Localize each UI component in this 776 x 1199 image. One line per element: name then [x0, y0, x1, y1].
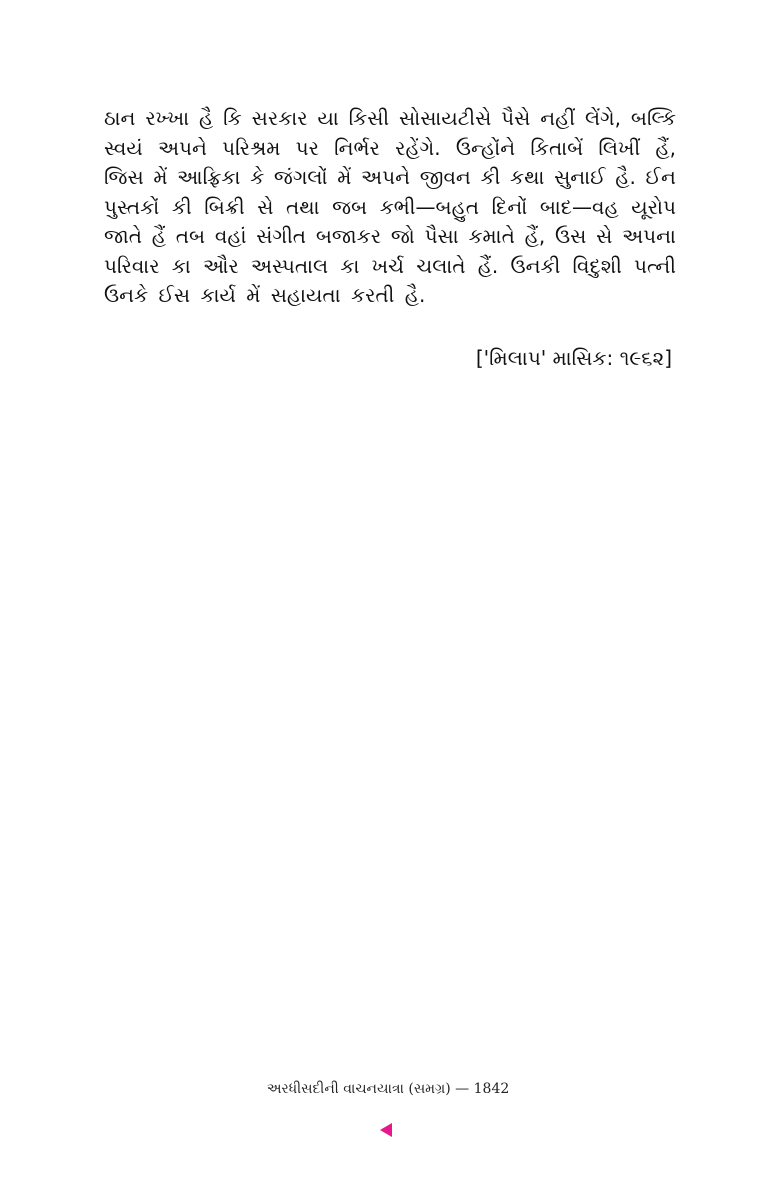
word: કા: [171, 253, 191, 278]
word: હૈ.: [615, 165, 636, 189]
text-line-2: [104, 134, 676, 164]
word: પરિશ્રમ: [222, 135, 281, 160]
word: બાદ—વહ: [539, 194, 619, 219]
word: કા: [340, 253, 360, 278]
word: ઉસ: [554, 224, 587, 248]
word: હૈં: [151, 224, 166, 248]
word: કિતાબેં: [530, 135, 584, 160]
word: પત્ની: [634, 253, 676, 278]
word: સરકાર: [251, 106, 308, 130]
text-line-1: [104, 104, 676, 134]
word: હૈં.: [477, 253, 499, 278]
word: જંગલોં: [273, 165, 328, 189]
word: યા: [317, 106, 339, 130]
word: જો: [390, 224, 415, 248]
word: અપના: [622, 224, 676, 248]
word: મેં: [337, 165, 352, 189]
word: સંગીત: [256, 224, 307, 248]
word: જીવન: [419, 165, 471, 189]
word: પરિવાર: [104, 253, 160, 278]
word: કથા: [510, 165, 545, 189]
word: સુનાઈ: [554, 165, 606, 189]
word: બલ્કિ: [630, 106, 676, 130]
text-line-4: [104, 193, 676, 223]
word: રખ્ખા: [145, 106, 190, 130]
word: કભી—બહુત: [379, 194, 480, 219]
text-line-7: ઉનકે ઈસ કાર્ય મેં સહાયતા કરતી હૈ.: [104, 283, 426, 307]
word: હૈ: [199, 106, 214, 130]
word: સોસાયટીસે: [399, 106, 492, 130]
word: અસ્પતાલ: [250, 253, 329, 278]
word: જિસ: [104, 165, 144, 189]
word: કે: [250, 165, 265, 189]
word: સે: [596, 224, 613, 248]
word: તથા: [286, 194, 320, 219]
word: પૈસા: [424, 224, 459, 248]
source-citation: ['મિલાપ' માસિક: ૧૯૬૨]: [475, 346, 672, 370]
word: ઉનકી: [510, 253, 561, 278]
word: આફ્રિકા: [177, 165, 241, 189]
word: કી: [480, 165, 501, 189]
word: ઉન્હોંને: [455, 135, 516, 160]
word: ઠાન: [104, 106, 136, 130]
word: અપને: [157, 135, 207, 160]
word: બજાકર: [315, 224, 382, 248]
word: ચલાતે: [416, 253, 466, 278]
page-footer: અરધીસદીની વાચનયાત્રા (સમગ્ર) — 1842: [266, 1081, 510, 1097]
word: નહીં: [540, 106, 576, 130]
text-line-5: [104, 222, 676, 252]
word: પુસ્તકોં: [104, 194, 160, 219]
text-line-6: [104, 252, 676, 282]
word: કિસી: [348, 106, 390, 130]
word: જાતે: [104, 224, 142, 248]
word: સ્વયં: [104, 135, 143, 160]
word: પૈસે: [501, 106, 531, 130]
word: ઈન: [645, 165, 676, 189]
body-text: [104, 104, 676, 311]
word: લેંગે,: [584, 106, 622, 130]
word: બિક્રી: [204, 194, 245, 219]
word: વહાં: [214, 224, 247, 248]
word: પર: [295, 135, 319, 160]
word: યૂરોપ: [631, 194, 676, 219]
word: ઔર: [202, 253, 239, 278]
word: નિર્ભર: [334, 135, 380, 160]
word: હૈં,: [524, 224, 546, 248]
word: તબ: [175, 224, 206, 248]
word: ખર્ચ: [371, 253, 405, 278]
previous-page-arrow-icon[interactable]: [380, 1123, 392, 1137]
word: કમાતે: [468, 224, 515, 248]
word: કી: [171, 194, 192, 219]
word: સે: [257, 194, 274, 219]
word: કિ: [223, 106, 242, 130]
word: રહેંગે.: [395, 135, 441, 160]
word: વિદુશી: [572, 253, 622, 278]
text-line-3: [104, 163, 676, 193]
word: મેં: [153, 165, 168, 189]
word: લિખીં: [598, 135, 641, 160]
word: હૈં,: [655, 135, 676, 160]
word: અપને: [361, 165, 411, 189]
word: જબ: [332, 194, 368, 219]
word: દિનોં: [491, 194, 528, 219]
